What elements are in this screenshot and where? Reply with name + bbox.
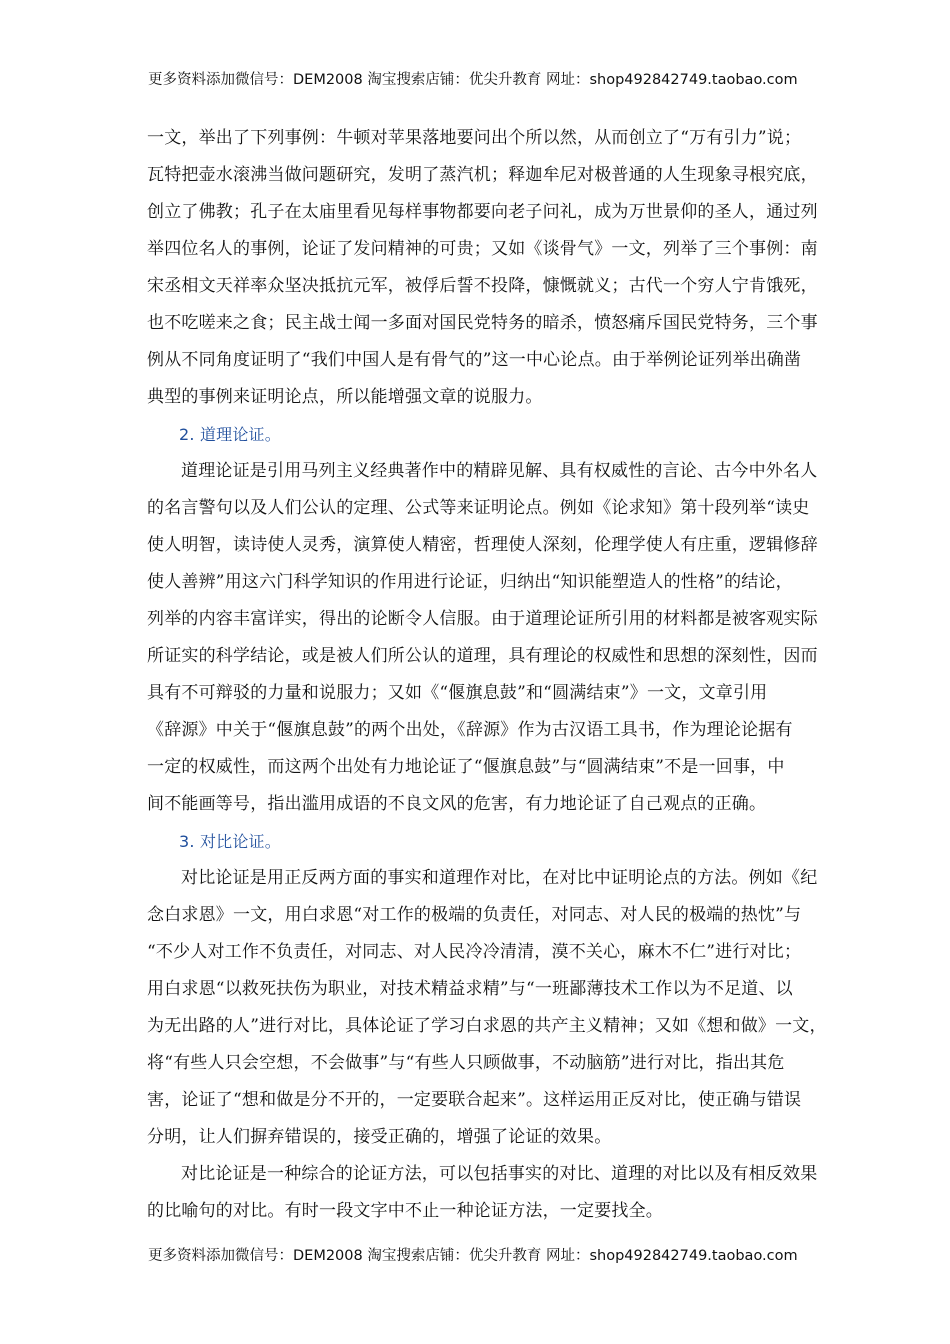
body-line: 使人善辨”用这六门科学知识的作用进行论证，归纳出“知识能塑造人的性格”的结论， [147, 572, 793, 592]
body-line: 创立了佛教；孔子在太庙里看见每样事物都要向老子问礼，成为万世景仰的圣人，通过列 [147, 202, 818, 222]
body-line: 对比论证是一种综合的论证方法，可以包括事实的对比、道理的对比以及有相反效果 [181, 1164, 818, 1184]
body-line: 举四位名人的事例，论证了发问精神的可贵；又如《谈骨气》一文，列举了三个事例：南 [147, 239, 818, 259]
body-line: 的名言警句以及人们公认的定理、公式等来证明论点。例如《论求知》第十段列举“读史 [147, 498, 810, 518]
document-body [147, 120, 827, 1230]
body-line: 例从不同角度证明了“我们中国人是有骨气的”这一中心论点。由于举例论证列举出确凿 [147, 350, 802, 370]
page-header: 更多资料添加微信号：DEM2008 淘宝搜索店铺：优尖升教育 网址：shop492842749.taobao.com [148, 72, 798, 88]
body-line: 的比喻句的对比。有时一段文字中不止一种论证方法，一定要找全。 [147, 1201, 663, 1221]
body-line: 典型的事例来证明论点，所以能增强文章的说服力。 [147, 387, 543, 407]
page-footer: 更多资料添加微信号：DEM2008 淘宝搜索店铺：优尖升教育 网址：shop492842749.taobao.com [148, 1248, 798, 1264]
body-line: 用白求恩“以救死扶伤为职业，对技术精益求精”与“一班鄙薄技术工作以为不足道、以 [147, 979, 793, 999]
body-line: 列举的内容丰富详实，得出的论断令人信服。由于道理论证所引用的材料都是被客观实际 [147, 609, 818, 629]
section-heading-contrast: 3. 对比论证。 [179, 832, 281, 851]
body-line: 宋丞相文天祥率众坚决抵抗元军，被俘后誓不投降，慷慨就义；古代一个穷人宁肯饿死， [147, 276, 818, 296]
body-line: 具有不可辩驳的力量和说服力；又如《“偃旗息鼓”和“圆满结束”》一文，文章引用 [147, 683, 768, 703]
body-line: 间不能画等号，指出滥用成语的不良文风的危害，有力地论证了自己观点的正确。 [147, 794, 767, 814]
section-heading-reasoning: 2. 道理论证。 [179, 425, 281, 444]
body-line: 所证实的科学结论，或是被人们所公认的道理，具有理论的权威性和思想的深刻性，因而 [147, 646, 818, 666]
body-line: 一文，举出了下列事例：牛顿对苹果落地要问出个所以然，从而创立了“万有引力”说； [147, 128, 802, 148]
body-line: “不少人对工作不负责任，对同志、对人民冷冷清清，漠不关心，麻木不仁”进行对比； [147, 942, 802, 962]
body-line: 一定的权威性，而这两个出处有力地论证了“偃旗息鼓”与“圆满结束”不是一回事，中 [147, 757, 785, 777]
body-line: 分明，让人们摒弃错误的，接受正确的，增强了论证的效果。 [147, 1127, 612, 1147]
body-line: 将“有些人只会空想，不会做事”与“有些人只顾做事，不动脑筋”进行对比，指出其危 [147, 1053, 785, 1073]
body-line: 对比论证是用正反两方面的事实和道理作对比，在对比中证明论点的方法。例如《纪 [181, 868, 818, 888]
body-line: 使人明智，读诗使人灵秀，演算使人精密，哲理使人深刻，伦理学使人有庄重，逻辑修辞 [147, 535, 818, 555]
body-line: 害，论证了“想和做是分不开的，一定要联合起来”。这样运用正反对比，使正确与错误 [147, 1090, 802, 1110]
body-line: 也不吃嗟来之食；民主战士闻一多面对国民党特务的暗杀，愤怒痛斥国民党特务，三个事 [147, 313, 818, 333]
body-line: 道理论证是引用马列主义经典著作中的精辟见解、具有权威性的言论、古今中外名人 [181, 461, 818, 481]
body-line: 为无出路的人”进行对比，具体论证了学习白求恩的共产主义精神；又如《想和做》一文， [147, 1016, 827, 1036]
body-line: 《辞源》中关于“偃旗息鼓”的两个出处，《辞源》作为古汉语工具书，作为理论论据有 [147, 720, 793, 740]
body-line: 瓦特把壶水滚沸当做问题研究，发明了蒸汽机；释迦牟尼对极普通的人生现象寻根究底， [147, 165, 818, 185]
body-line: 念白求恩》一文，用白求恩“对工作的极端的负责任，对同志、对人民的极端的热忱”与 [147, 905, 802, 925]
